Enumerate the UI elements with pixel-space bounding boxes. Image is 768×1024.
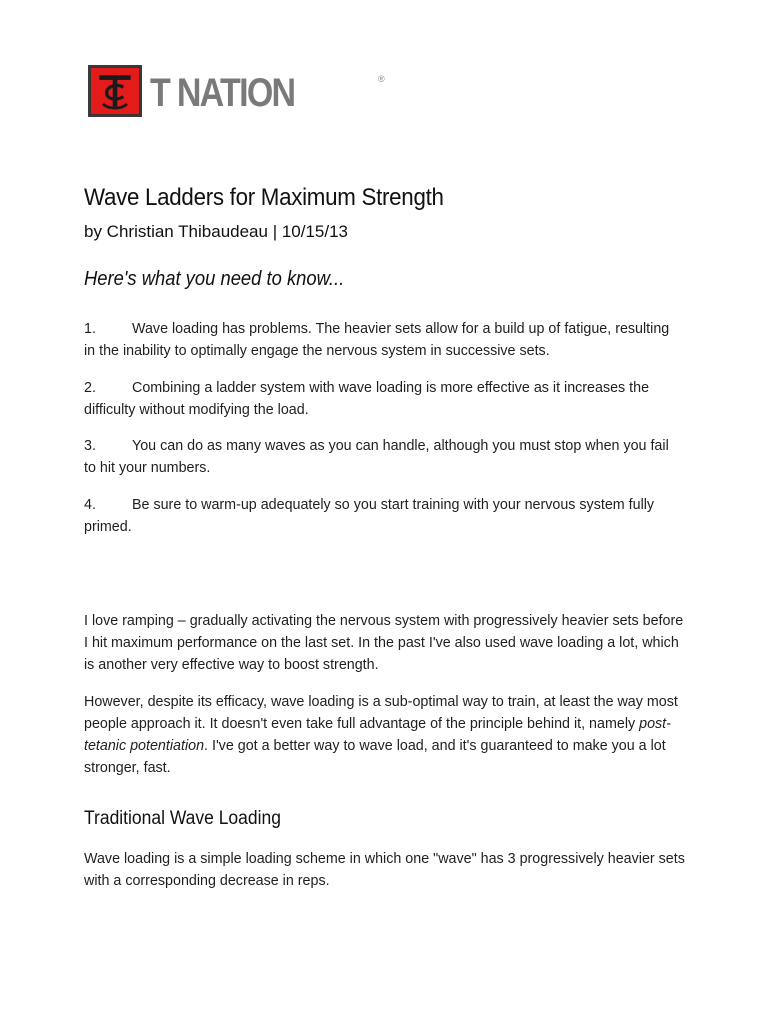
body-paragraph: [84, 691, 688, 779]
key-point-text: Combining a ladder system with wave loading is more effective as it increases the difficulty without modifying the load.: [84, 379, 650, 418]
key-point-text: Be sure to warm-up adequately so you start training with your nervous system fully primed.: [84, 496, 655, 535]
key-point-number: 3.: [84, 438, 96, 454]
key-point-number: 4.: [84, 496, 96, 513]
t-nation-logo: [88, 64, 385, 118]
key-point-text: Wave loading has problems. The heavier sets allow for a build up of fatigue, resulting in the inability to optimally engage the nervous system in successive sets.: [84, 321, 670, 359]
key-point-item: [84, 377, 684, 421]
article-byline: by Christian Thibaudeau | 10/15/13: [84, 222, 349, 241]
logo-wordmark: T NATION: [150, 71, 295, 115]
body-paragraph: I love ramping – gradually activating the nervous system with progressively heavier sets before I hit maximum performance on the last set. In the past I've also used wave loading a lot, which is another very effective way to boost strength.: [84, 613, 684, 673]
emphasized-term: post-tetanic potentiation: [84, 716, 671, 754]
key-point-text: You can do as many waves as you can handle, although you must stop when you fail to hit your numbers.: [84, 438, 669, 476]
key-point-item: [84, 435, 684, 479]
t-nation-emblem-icon: [88, 65, 142, 117]
article-title: Wave Ladders for Maximum Strength: [84, 184, 444, 211]
key-point-number: 2.: [84, 379, 96, 396]
key-points-heading: Here's what you need to know...: [84, 268, 345, 290]
article-body: [84, 610, 688, 794]
key-point-number: 1.: [84, 321, 96, 337]
key-points-list: [84, 318, 684, 552]
key-point-item: [84, 494, 684, 538]
section-heading: Traditional Wave Loading: [84, 808, 281, 829]
paragraph-text: . I've got a better way to wave load, and it's guaranteed to make you a lot stronger, fast.: [84, 738, 666, 776]
body-paragraph: Wave loading is a simple loading scheme in which one "wave" has 3 progressively heavier sets with a corresponding decrease in reps.: [84, 851, 685, 889]
key-point-item: [84, 318, 684, 362]
registered-mark: ®: [378, 74, 385, 84]
paragraph-text: However, despite its efficacy, wave loading is a sub-optimal way to train, at least the way most people approach it. It doesn't even take full advantage of the principle behind it, namely: [84, 694, 678, 732]
